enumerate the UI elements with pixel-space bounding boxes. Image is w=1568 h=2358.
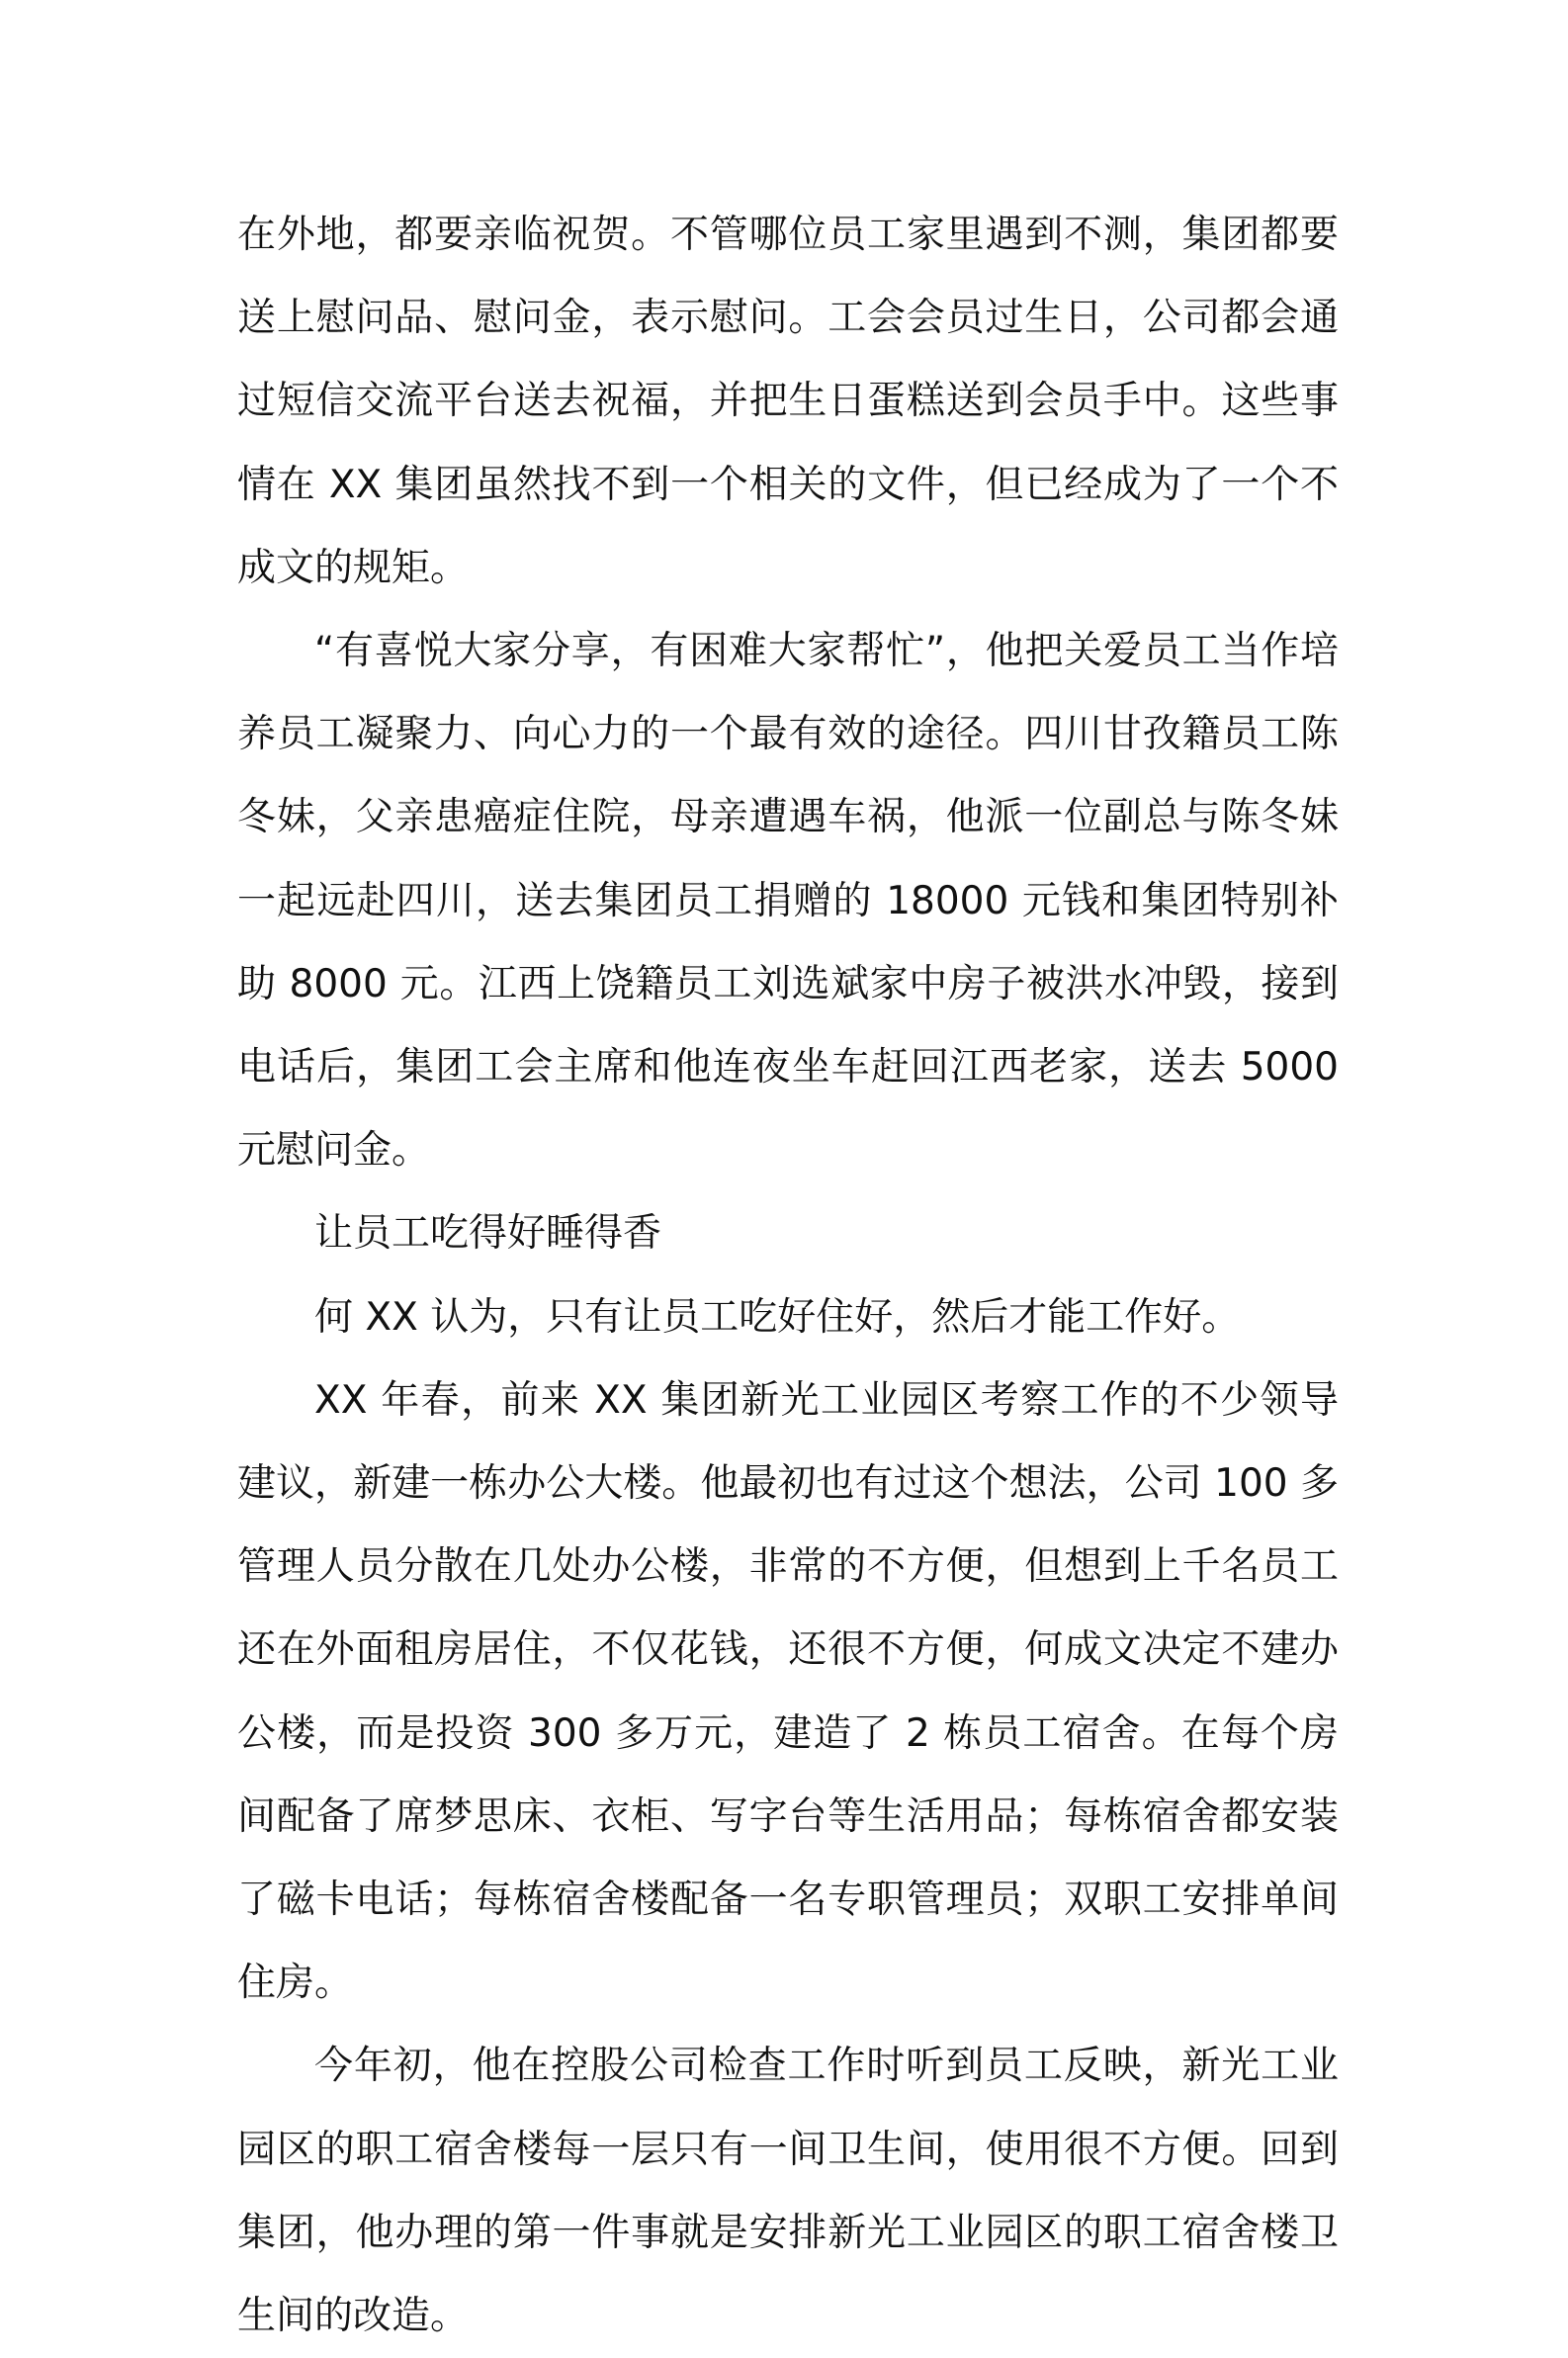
paragraph-3: 何 XX 认为，只有让员工吃好住好，然后才能工作好。 [314, 1294, 1241, 1340]
paragraph-5: 今年初，他在控股公司检查工作时听到员工反映，新光工业园区的职工宿舍楼每一层只有一间卫生间，使用很不方便。回到集团，他办理的第一件事就是安排新光工业园区的职工宿舍楼卫生间的改造。 [237, 2044, 1339, 2339]
paragraph-2: “有喜悦大家分享，有困难大家帮忙”，他把关爱员工当作培养员工凝聚力、向心力的一个最有效的途径。四川甘孜籍员工陈冬妹，父亲患癌症住院，母亲遭遇车祸，他派一位副总与陈冬妹一起远赴四川，送去集团员工捐赠的 18000 元钱和集团特别补助 8000 元。江西上饶籍员工刘选斌家中房子被洪水冲毁，接到电话后，集团工会主席和他连夜坐车赶回江西老家，送去 5000 元慰问金。 [237, 629, 1339, 1174]
paragraph-1: 在外地，都要亲临祝贺。不管哪位员工家里遇到不测，集团都要送上慰问品、慰问金，表示慰问。工会会员过生日，公司都会通过短信交流平台送去祝福，并把生日蛋糕送到会员手中。这些事情在 XX 集团虽然找不到一个相关的文件，但已经成为了一个不成文的规矩。 [237, 213, 1339, 590]
section-heading: 让员工吃得好睡得香 [314, 1211, 662, 1257]
paragraph-4: XX 年春，前来 XX 集团新光工业园区考察工作的不少领导建议，新建一栋办公大楼。他最初也有过这个想法，公司 100 多管理人员分散在几处办公楼，非常的不方便，但想到上千名员工还在外面租房居住，不仅花钱，还很不方便，何成文决定不建办公楼，而是投资 300 多万元，建造了 2 栋员工宿舍。在每个房间配备了席梦思床、衣柜、写字台等生活用品；每栋宿舍都安装了磁卡电话；每栋宿舍楼配备一名专职管理员；双职工安排单间住房。 [237, 1377, 1339, 2006]
document-body [237, 194, 1339, 2358]
